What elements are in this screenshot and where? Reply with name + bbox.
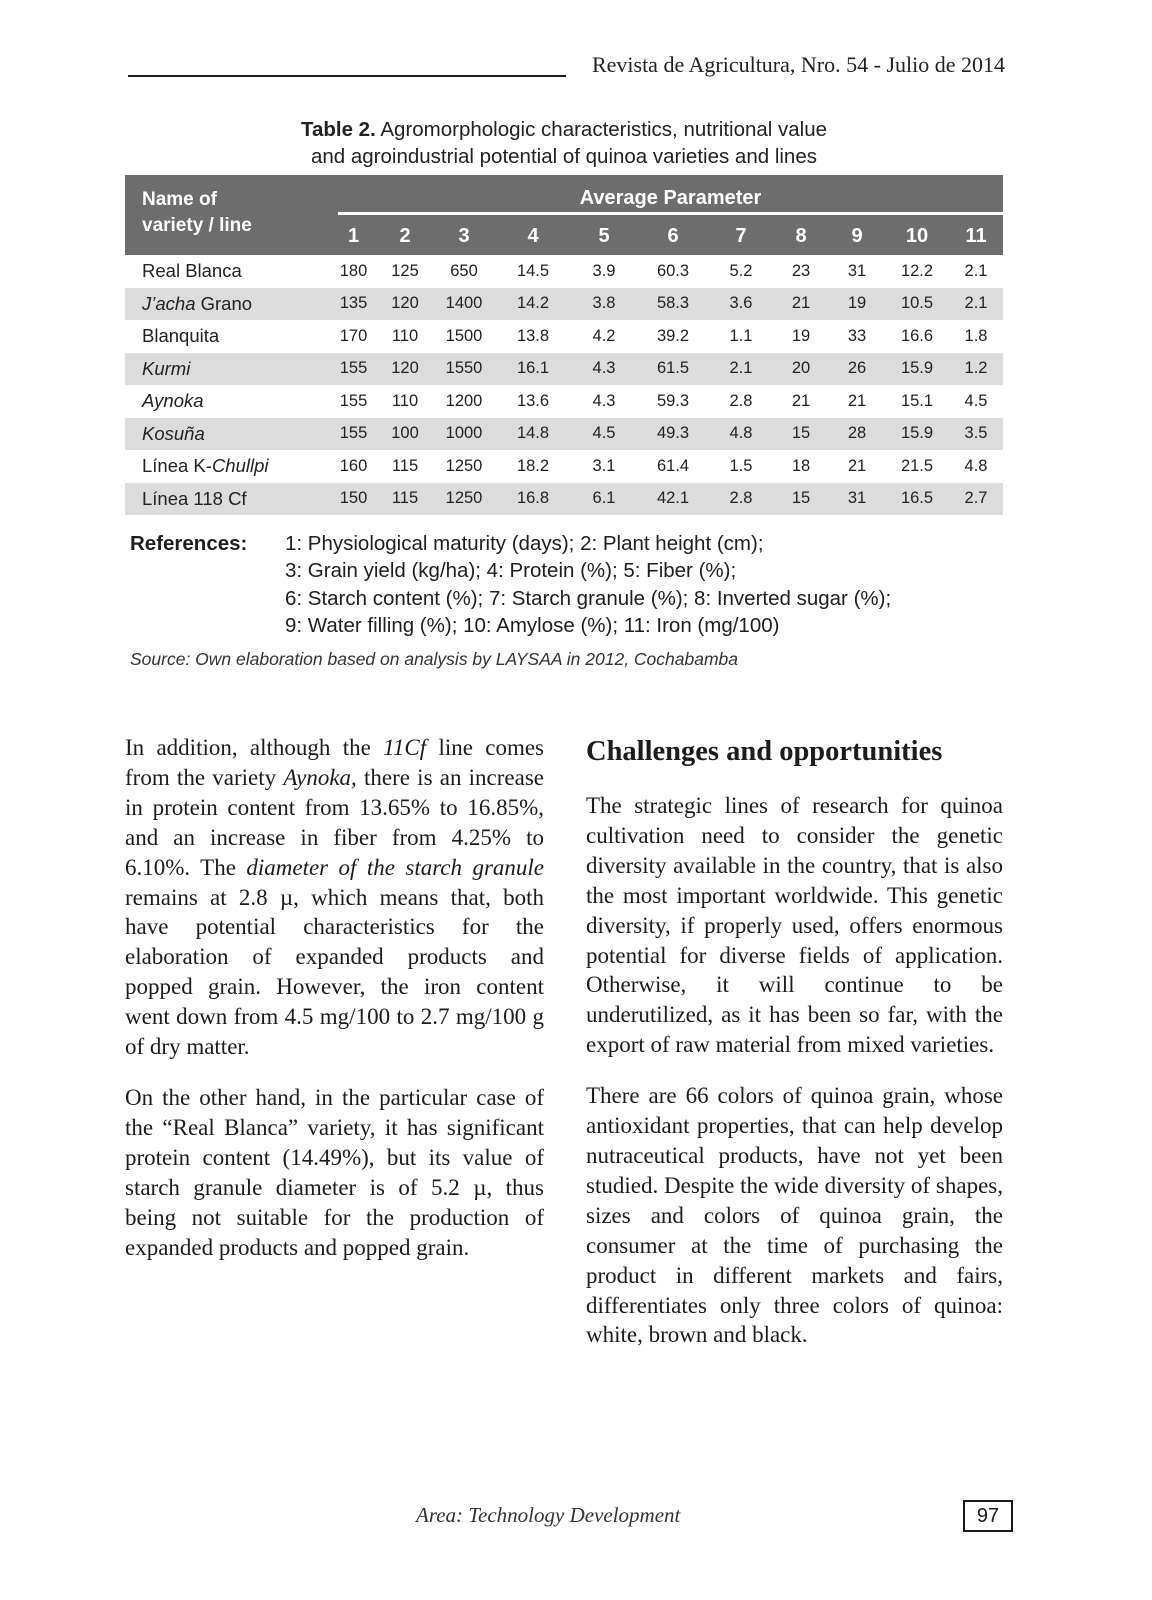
value-cell-col-7: 1.1 bbox=[729, 326, 753, 345]
value-cell-col-6: 60.3 bbox=[656, 261, 690, 280]
column-header-4: 4 bbox=[527, 224, 539, 247]
value-cell-col-5: 3.9 bbox=[592, 261, 616, 280]
value-cell-col-6: 58.3 bbox=[656, 294, 690, 313]
value-cell-col-5: 4.5 bbox=[592, 424, 616, 443]
reference-line: 1: Physiological maturity (days); 2: Plant height (cm); bbox=[285, 532, 764, 555]
italic-run: diameter of the starch granule bbox=[246, 854, 544, 880]
table-row bbox=[125, 418, 1003, 451]
italic-run: Aynoka, bbox=[283, 764, 357, 790]
column-header-3: 3 bbox=[458, 224, 470, 247]
reference-line: 9: Water filling (%); 10: Amylose (%); 11: Iron (mg/100) bbox=[285, 613, 780, 637]
value-cell-col-6: 61.4 bbox=[656, 456, 690, 475]
value-cell-col-3: 650 bbox=[450, 261, 478, 280]
reference-line: 6: Starch content (%); 7: Starch granule (%); 8: Inverted sugar (%); bbox=[285, 586, 892, 610]
value-cell-col-5: 3.8 bbox=[592, 294, 616, 313]
value-cell-col-8: 18 bbox=[791, 456, 811, 475]
value-cell-col-7: 2.8 bbox=[729, 489, 753, 508]
table-head bbox=[125, 175, 1003, 255]
table-row bbox=[125, 450, 1003, 483]
italic-run: J’acha bbox=[142, 292, 196, 314]
text-run: remains at 2.8 µ, which means that, both have potential characteristics for the elaboration of expanded products and popped grain. However, the iron content went down from 4.5 mg/100 to 2.7 mg/100 g of dry matter. bbox=[125, 884, 544, 1060]
value-cell-col-5: 4.2 bbox=[592, 326, 616, 345]
value-cell-col-2: 115 bbox=[391, 489, 419, 508]
value-cell-col-8: 19 bbox=[791, 326, 811, 345]
value-cell-col-2: 100 bbox=[391, 424, 419, 443]
value-cell-col-8: 15 bbox=[791, 489, 811, 508]
table-caption-text-2: and agroindustrial potential of quinoa varieties and lines bbox=[310, 145, 817, 168]
value-cell-col-6: 61.5 bbox=[656, 359, 690, 378]
column-header-9: 9 bbox=[851, 224, 863, 247]
value-cell-col-6: 39.2 bbox=[656, 326, 690, 345]
reference-line: 3: Grain yield (kg/ha); 4: Protein (%); 5: Fiber (%); bbox=[285, 559, 737, 583]
table-caption-label: Table 2. bbox=[300, 118, 376, 141]
value-cell-col-6: 59.3 bbox=[656, 391, 690, 410]
table-row bbox=[125, 288, 1003, 321]
column-header-2: 2 bbox=[399, 224, 411, 247]
value-cell-col-1: 170 bbox=[339, 326, 368, 345]
table-header-row-group bbox=[125, 175, 1003, 217]
value-cell-col-11: 1.8 bbox=[964, 326, 988, 345]
value-cell-col-11: 1.2 bbox=[964, 359, 988, 378]
value-cell-col-7: 5.2 bbox=[729, 261, 753, 280]
text-run: Línea 118 Cf bbox=[142, 487, 247, 509]
left-paragraph-2 bbox=[125, 1083, 544, 1262]
value-cell-col-9: 19 bbox=[847, 294, 867, 313]
italic-run: 11Cf bbox=[383, 735, 427, 760]
right-paragraph-1 bbox=[586, 791, 1003, 1060]
table-row bbox=[125, 353, 1003, 386]
value-cell-col-2: 110 bbox=[391, 326, 419, 345]
value-cell-col-7: 3.6 bbox=[729, 294, 753, 313]
value-cell-col-4: 13.6 bbox=[516, 391, 550, 410]
variety-name-cell bbox=[125, 418, 330, 451]
value-cell-col-7: 2.1 bbox=[729, 359, 753, 378]
value-cell-col-1: 155 bbox=[339, 424, 368, 443]
column-header-8: 8 bbox=[795, 224, 807, 247]
value-cell-col-10: 12.2 bbox=[900, 261, 934, 280]
table-row bbox=[125, 483, 1003, 516]
journal-title: Revista de Agricultura, Nro. 54 - Julio de 2014 bbox=[591, 52, 1005, 77]
source-note: Source: Own elaboration based on analysis by LAYSAA in 2012, Cochabamba bbox=[130, 649, 739, 669]
value-cell-col-1: 160 bbox=[339, 456, 368, 475]
variety-name-cell bbox=[125, 255, 330, 288]
text-run: In addition, although the bbox=[125, 735, 384, 760]
value-cell-col-11: 2.1 bbox=[964, 261, 988, 280]
data-table bbox=[125, 175, 1003, 515]
value-cell-col-7: 4.8 bbox=[729, 424, 753, 443]
text-run: Blanquita bbox=[142, 325, 220, 347]
value-cell-col-9: 21 bbox=[847, 391, 867, 410]
value-cell-col-9: 31 bbox=[847, 489, 867, 508]
value-cell-col-9: 21 bbox=[847, 456, 867, 475]
value-cell-col-3: 1500 bbox=[445, 326, 483, 345]
value-cell-col-2: 115 bbox=[391, 456, 419, 475]
value-cell-col-1: 180 bbox=[339, 261, 368, 280]
table-caption-text-1: Agromorphologic characteristics, nutritional value bbox=[380, 118, 828, 141]
table-body bbox=[125, 255, 1003, 515]
value-cell-col-4: 16.1 bbox=[516, 359, 550, 378]
value-cell-col-8: 23 bbox=[791, 261, 811, 280]
value-cell-col-8: 21 bbox=[791, 294, 811, 313]
value-cell-col-4: 13.8 bbox=[516, 326, 550, 345]
value-cell-col-1: 135 bbox=[339, 294, 368, 313]
value-cell-col-9: 26 bbox=[847, 359, 867, 378]
italic-run: Kosuña bbox=[142, 422, 205, 444]
value-cell-col-9: 33 bbox=[847, 326, 867, 345]
table-row bbox=[125, 320, 1003, 353]
text-run: On the other hand, in the particular case of the “Real Blanca” variety, it has significant protein content (14.49%), but its value of starch granule diameter is of 5.2 µ, thus being not suitable for the production of expanded products and popped grain. bbox=[125, 1084, 544, 1260]
value-cell-col-2: 125 bbox=[391, 261, 419, 280]
value-cell-col-10: 10.5 bbox=[900, 294, 934, 313]
value-cell-col-10: 15.9 bbox=[900, 359, 934, 378]
text-run: line comes from the variety bbox=[125, 735, 544, 790]
value-cell-col-2: 110 bbox=[391, 391, 419, 410]
value-cell-col-10: 16.5 bbox=[900, 489, 934, 508]
value-cell-col-8: 15 bbox=[791, 424, 811, 443]
value-cell-col-4: 14.5 bbox=[516, 261, 550, 280]
value-cell-col-3: 1250 bbox=[445, 489, 483, 508]
name-header-line-1: Name of bbox=[142, 189, 217, 210]
value-cell-col-10: 15.9 bbox=[900, 424, 934, 443]
page-number: 97 bbox=[963, 1500, 1013, 1532]
footer-area-label: Area: Technology Development bbox=[416, 1503, 681, 1527]
value-cell-col-7: 1.5 bbox=[729, 456, 753, 475]
value-cell-col-3: 1550 bbox=[445, 359, 483, 378]
value-cell-col-5: 4.3 bbox=[592, 359, 616, 378]
value-cell-col-8: 20 bbox=[791, 359, 811, 378]
text-run: The strategic lines of research for quinoa cultivation need to consider the genetic diversity available in the country, that is also the most important worldwide. This genetic diversity, if properly used, offers enormous potential for diverse fields of application. Otherwise, it will continue to be underutilized, as it has been so far, with the export of raw material from mixed varieties. bbox=[586, 793, 1003, 1058]
value-cell-col-11: 4.5 bbox=[964, 391, 988, 410]
references-label: References: bbox=[130, 532, 248, 555]
variety-name-cell bbox=[125, 353, 330, 386]
value-cell-col-11: 4.8 bbox=[964, 456, 988, 475]
italic-run: Kurmi bbox=[142, 357, 191, 379]
column-header-5: 5 bbox=[598, 224, 610, 247]
text-run: there is an increase in protein content from 13.65% to 16.85%, and an increase in fiber from 4.25% to 6.10%. The bbox=[125, 764, 544, 880]
value-cell-col-1: 155 bbox=[339, 359, 368, 378]
header-rule bbox=[128, 75, 566, 77]
value-cell-col-5: 6.1 bbox=[592, 489, 616, 508]
value-cell-col-9: 28 bbox=[847, 424, 867, 443]
references-lines bbox=[285, 530, 891, 639]
value-cell-col-10: 21.5 bbox=[900, 456, 934, 475]
column-header-6: 6 bbox=[667, 224, 679, 247]
section-heading: Challenges and opportunities bbox=[586, 736, 943, 767]
value-cell-col-11: 2.7 bbox=[964, 489, 988, 508]
value-cell-col-5: 3.1 bbox=[592, 456, 616, 475]
value-cell-col-7: 2.8 bbox=[729, 391, 753, 410]
value-cell-col-10: 16.6 bbox=[900, 326, 934, 345]
value-cell-col-3: 1250 bbox=[445, 456, 483, 475]
value-cell-col-6: 49.3 bbox=[656, 424, 690, 443]
value-cell-col-4: 14.2 bbox=[516, 294, 550, 313]
value-cell-col-9: 31 bbox=[847, 261, 867, 280]
value-cell-col-4: 16.8 bbox=[516, 489, 550, 508]
variety-name-cell bbox=[125, 320, 330, 353]
italic-run: Chullpi bbox=[211, 455, 269, 477]
text-run: Real Blanca bbox=[142, 260, 242, 282]
value-cell-col-11: 3.5 bbox=[964, 424, 988, 443]
variety-name-cell bbox=[125, 483, 330, 516]
value-cell-col-3: 1000 bbox=[445, 424, 483, 443]
value-cell-col-4: 18.2 bbox=[516, 456, 550, 475]
table-caption-line-1 bbox=[125, 116, 1003, 143]
column-header-11: 11 bbox=[965, 224, 987, 247]
table-caption bbox=[125, 116, 1003, 170]
left-column bbox=[125, 733, 544, 1262]
column-header-7: 7 bbox=[735, 224, 747, 247]
value-cell-col-2: 120 bbox=[391, 359, 419, 378]
value-cell-col-3: 1400 bbox=[445, 294, 483, 313]
value-cell-col-2: 120 bbox=[391, 294, 419, 313]
table-row bbox=[125, 255, 1003, 288]
right-paragraph-2 bbox=[586, 1081, 1003, 1350]
value-cell-col-1: 155 bbox=[339, 391, 368, 410]
value-cell-col-3: 1200 bbox=[445, 391, 483, 410]
name-column-header bbox=[125, 175, 330, 255]
column-header-10: 10 bbox=[905, 224, 929, 247]
value-cell-col-8: 21 bbox=[791, 391, 811, 410]
left-paragraph-1 bbox=[125, 733, 544, 1062]
average-parameter-header bbox=[330, 175, 1003, 217]
text-run: There are 66 colors of quinoa grain, whose antioxidant properties, that can help develop nutraceutical products, have not yet been studied. Despite the wide diversity of shapes, sizes and colors of quinoa grain, the consumer at the time of purchasing the product in different markets and fairs, differentiates only three colors of quinoa: white, brown and black. bbox=[586, 1083, 1003, 1348]
right-column bbox=[586, 733, 1003, 1350]
variety-name-cell bbox=[125, 288, 330, 321]
variety-name-cell bbox=[125, 450, 330, 483]
column-header-1: 1 bbox=[347, 224, 360, 247]
table-row bbox=[125, 385, 1003, 418]
value-cell-col-5: 4.3 bbox=[592, 391, 616, 410]
italic-run: Aynoka bbox=[142, 390, 204, 412]
value-cell-col-10: 15.1 bbox=[900, 391, 934, 410]
text-run: Línea K- bbox=[142, 455, 212, 477]
running-header bbox=[128, 52, 1005, 82]
variety-name-cell bbox=[125, 385, 330, 418]
average-parameter-label: Average Parameter bbox=[338, 187, 1003, 215]
value-cell-col-1: 150 bbox=[339, 489, 368, 508]
value-cell-col-6: 42.1 bbox=[656, 489, 690, 508]
name-header-line-2: variety / line bbox=[142, 215, 252, 236]
value-cell-col-4: 14.8 bbox=[516, 424, 550, 443]
value-cell-col-11: 2.1 bbox=[964, 294, 988, 313]
text-run: Grano bbox=[195, 292, 253, 314]
